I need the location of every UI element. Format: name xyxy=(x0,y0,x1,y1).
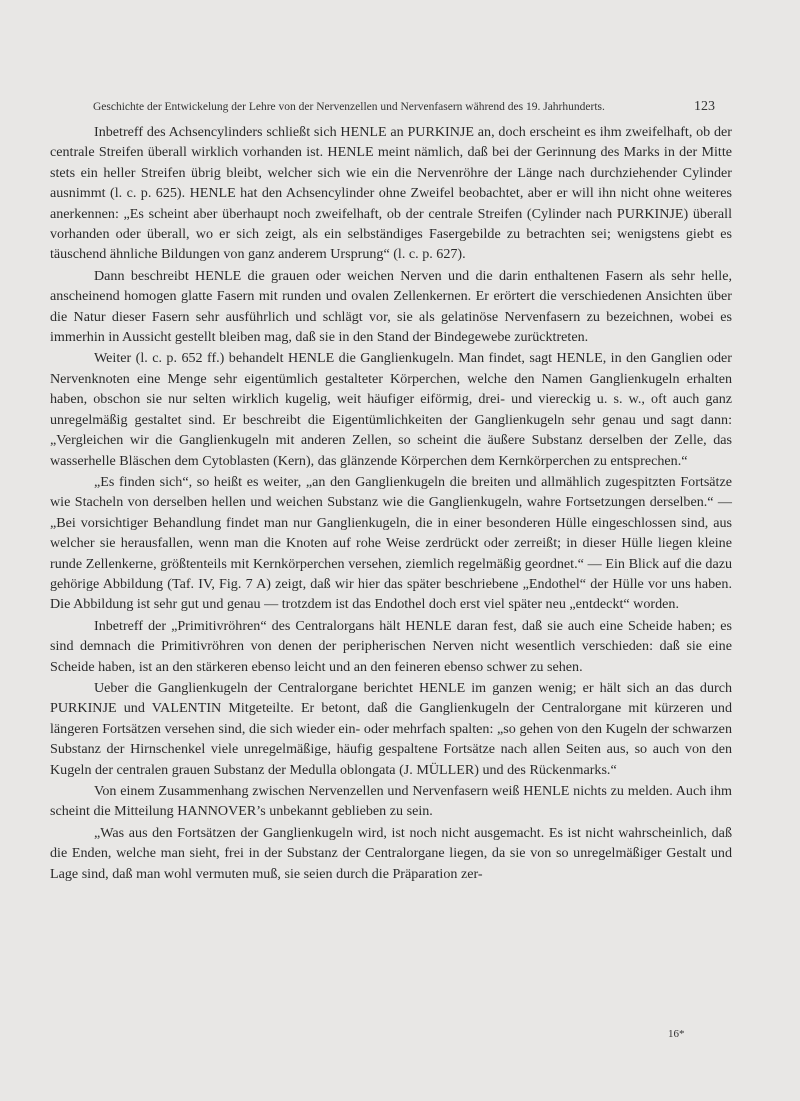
running-header xyxy=(93,99,715,115)
paragraph: Dann beschreibt HENLE die grauen oder weichen Nerven und die darin enthaltenen Fasern als sehr helle, anscheinend homogen glatte Fasern mit runden und ovalen Zellenkernen. Er erörtert die verschiedenen Ansichten über die Natur dieser Fasern sehr ausführlich und schlägt vor, sie als gelatinöse Nervenfasern zu bezeichnen, wobei es immerhin in Aussicht gestellt bleiben mag, daß sie in den Stand der Bindegewebe zurücktreten. xyxy=(50,267,732,346)
paragraph: Inbetreff des Achsencylinders schließt sich HENLE an PURKINJE an, doch erscheint es ihm zweifelhaft, ob der centrale Streifen überall wirklich vorhanden ist. HENLE meint nämlich, daß bei der Gerinnung des Marks in der Mitte stets ein heller Streifen übrig bleibt, welcher sich wie ein die Nervenröhre der Länge nach durchziehender Cylinder ausnimmt (l. c. p. 625). HENLE hat den Achsencylinder ohne Zweifel beobachtet, aber er will ihn nicht ohne weiteres anerkennen: „Es scheint aber überhaupt noch zweifelhaft, ob der centrale Streifen (Cylinder nach PURKINJE) überall vorhanden oder überall, wo er sich zeigt, als ein selbständiges Fasergebilde zu betrachten sei; wenigstens giebt es täuschend ähnliche Bildungen von ganz anderem Ursprung“ (l. c. p. 627). xyxy=(50,124,732,263)
paragraph: „Was aus den Fortsätzen der Ganglienkugeln wird, ist noch nicht ausgemacht. Es ist nicht wahrscheinlich, daß die Enden, welche man sieht, frei in der Substanz der Centralorgane liegen, da sie von so unregelmäßiger Gestalt und Lage sind, daß man wohl vermuten muß, sie seien durch die Präparation zer- xyxy=(50,824,732,882)
paragraph: Ueber die Ganglienkugeln der Centralorgane berichtet HENLE im ganzen wenig; er hält sich an das durch PURKINJE und VALENTIN Mitgeteilte. Er betont, daß die Ganglienkugeln der Centralorgane mit kürzeren und längeren Fortsätzen versehen sind, die sich wieder ein- oder mehrfach spalten: „so gehen von den Kugeln der schwarzen Substanz der Hirnschenkel viele unregelmäßige, häufig gespaltene Fortsätze nach allen Seiten aus, so auch von den Kugeln der centralen grauen Substanz der Medulla oblongata (J. MÜLLER) und des Rückenmarks.“ xyxy=(50,679,732,778)
signature-mark: 16* xyxy=(668,1028,685,1040)
paragraph: Inbetreff der „Primitivröhren“ des Centralorgans hält HENLE daran fest, daß sie auch eine Scheide haben; es sind demnach die Primitivröhren von denen der peripherischen Nerven nicht wesentlich verschieden: daß sie eine Scheide haben, ist an den stärkeren ebenso leicht und an den feineren ebenso schwer zu sehen. xyxy=(50,617,732,675)
running-title: Geschichte der Entwickelung der Lehre von der Nervenzellen und Nervenfasern während des 19. Jahrhunderts. xyxy=(93,101,605,113)
paragraph: Weiter (l. c. p. 652 ff.) behandelt HENLE die Ganglienkugeln. Man findet, sagt HENLE, in den Ganglien oder Nervenknoten eine Menge sehr eigentümlich gestalteter Körperchen, welche den Namen Ganglienkugeln erhalten haben, obschon sie nur selten wirklich kugelig, weit häufiger eiförmig, drei- und viereckig u. s. w., oft auch ganz unregelmäßig gestaltet sind. Er beschreibt die Eigentümlichkeiten der Ganglienkugeln sehr genau und sagt dann: „Vergleichen wir die Ganglienkugeln mit anderen Zellen, so scheint die äußere Substanz derselben der Zelle, das wasserhelle Bläschen dem Cytoblasten (Kern), das glänzende Körperchen dem Kernkörperchen zu entsprechen.“ xyxy=(50,350,732,469)
body-text xyxy=(50,122,732,884)
page-number: 123 xyxy=(694,99,715,114)
paragraph: Von einem Zusammenhang zwischen Nervenzellen und Nervenfasern weiß HENLE nichts zu melden. Auch ihm scheint die Mitteilung HANNOVER’s unbekannt geblieben zu sein. xyxy=(50,783,732,820)
paragraph: „Es finden sich“, so heißt es weiter, „an den Ganglienkugeln die breiten und allmählich zugespitzten Fortsätze wie Stacheln von derselben hellen und weichen Substanz wie die Ganglienkugeln, wahre Fortsetzungen derselben.“ — „Bei vorsichtiger Behandlung findet man nur Ganglienkugeln, die in einer besonderen Hülle eingeschlossen sind, aus welcher sie herausfallen, wenn man die Knoten auf rohe Weise zerdrückt oder zerreißt; in dieser Hülle liegen kleine runde Zellenkerne, größtenteils mit Kernkörperchen versehen, ziemlich regelmäßig geordnet.“ — Ein Blick auf die dazu gehörige Abbildung (Taf. IV, Fig. 7 A) zeigt, daß wir hier das später beschriebene „Endothel“ der Hülle vor uns haben. Die Abbildung ist sehr gut und genau — trotzdem ist das Endothel doch erst viel später neu „entdeckt“ worden. xyxy=(50,473,732,613)
